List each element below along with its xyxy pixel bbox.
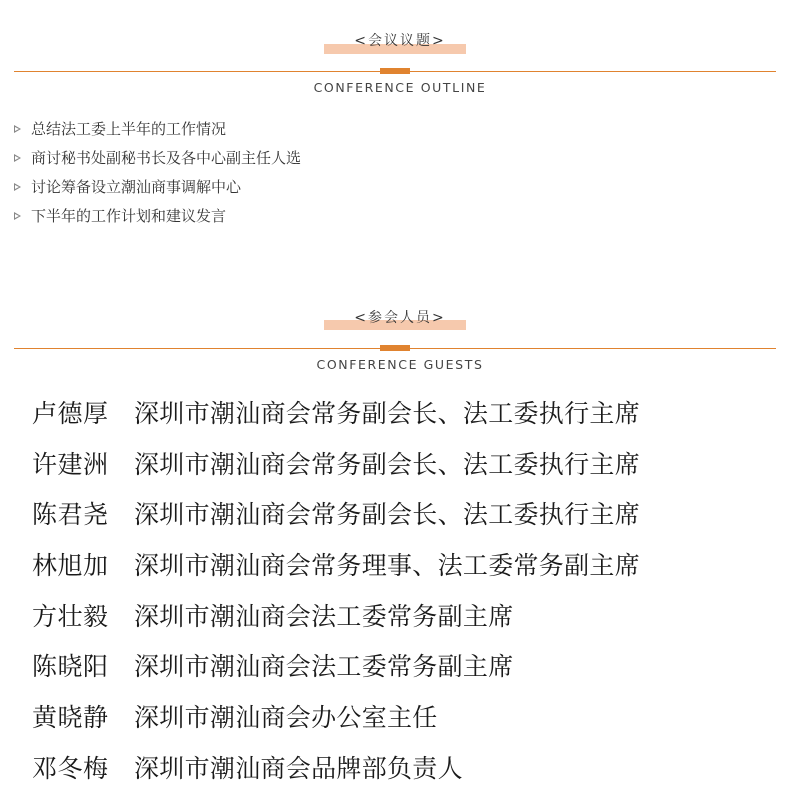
guest-role: 深圳市潮汕商会品牌部负责人 xyxy=(134,753,463,783)
guest-role: 深圳市潮汕商会法工委常务副主席 xyxy=(134,652,514,682)
guest-name: 陈晓阳 xyxy=(32,652,109,682)
triangle-bullet-icon xyxy=(14,183,21,191)
guest-name: 方壮毅 xyxy=(32,601,109,631)
guest-role: 深圳市潮汕商会常务理事、法工委常务副主席 xyxy=(134,551,641,581)
guest-row xyxy=(32,645,640,696)
outline-title-wrap xyxy=(0,30,800,50)
guest-role: 深圳市潮汕商会常务副会长、法工委执行主席 xyxy=(134,399,641,428)
outline-section-subtitle: CONFERENCE OUTLINE xyxy=(313,80,487,95)
guest-row xyxy=(32,696,640,747)
outline-item-label: 下半年的工作计划和建议发言 xyxy=(31,207,227,225)
guest-role: 深圳市潮汕商会常务副会长、法工委执行主席 xyxy=(134,449,641,479)
triangle-bullet-icon xyxy=(14,125,21,133)
guest-role: 深圳市潮汕商会法工委常务副主席 xyxy=(134,601,514,631)
outline-item xyxy=(14,176,301,205)
guests-section-subtitle: CONFERENCE GUESTS xyxy=(316,357,484,372)
guest-name: 黄晓静 xyxy=(32,703,109,733)
guest-name: 林旭加 xyxy=(32,551,109,581)
guests-title-wrap xyxy=(0,307,800,327)
guest-role: 深圳市潮汕商会办公室主任 xyxy=(134,703,438,733)
outline-item xyxy=(14,147,301,176)
guest-row xyxy=(32,595,640,646)
guest-row xyxy=(32,493,640,544)
guest-name: 卢德厚 xyxy=(32,399,109,428)
guests-section-title: <参会人员> xyxy=(354,310,446,326)
outline-item xyxy=(14,118,301,147)
guest-name: 许建洲 xyxy=(32,449,109,479)
guest-row xyxy=(32,747,640,798)
outline-item-label: 总结法工委上半年的工作情况 xyxy=(31,120,227,138)
outline-divider-accent xyxy=(380,68,410,74)
guest-name: 陈君尧 xyxy=(32,500,109,530)
guests-divider-accent xyxy=(380,345,410,351)
guest-row xyxy=(32,392,640,443)
guest-row xyxy=(32,544,640,595)
outline-section-title: <会议议题> xyxy=(354,33,446,49)
triangle-bullet-icon xyxy=(14,212,21,220)
guest-name: 邓冬梅 xyxy=(32,753,109,783)
outline-item-label: 商讨秘书处副秘书长及各中心副主任人选 xyxy=(31,149,302,167)
guest-role: 深圳市潮汕商会常务副会长、法工委执行主席 xyxy=(134,500,641,530)
outline-item xyxy=(14,205,301,234)
triangle-bullet-icon xyxy=(14,154,21,162)
guest-row xyxy=(32,443,640,494)
guest-list xyxy=(32,392,640,798)
outline-item-label: 讨论筹备设立潮汕商事调解中心 xyxy=(31,178,242,196)
outline-list xyxy=(14,118,301,234)
